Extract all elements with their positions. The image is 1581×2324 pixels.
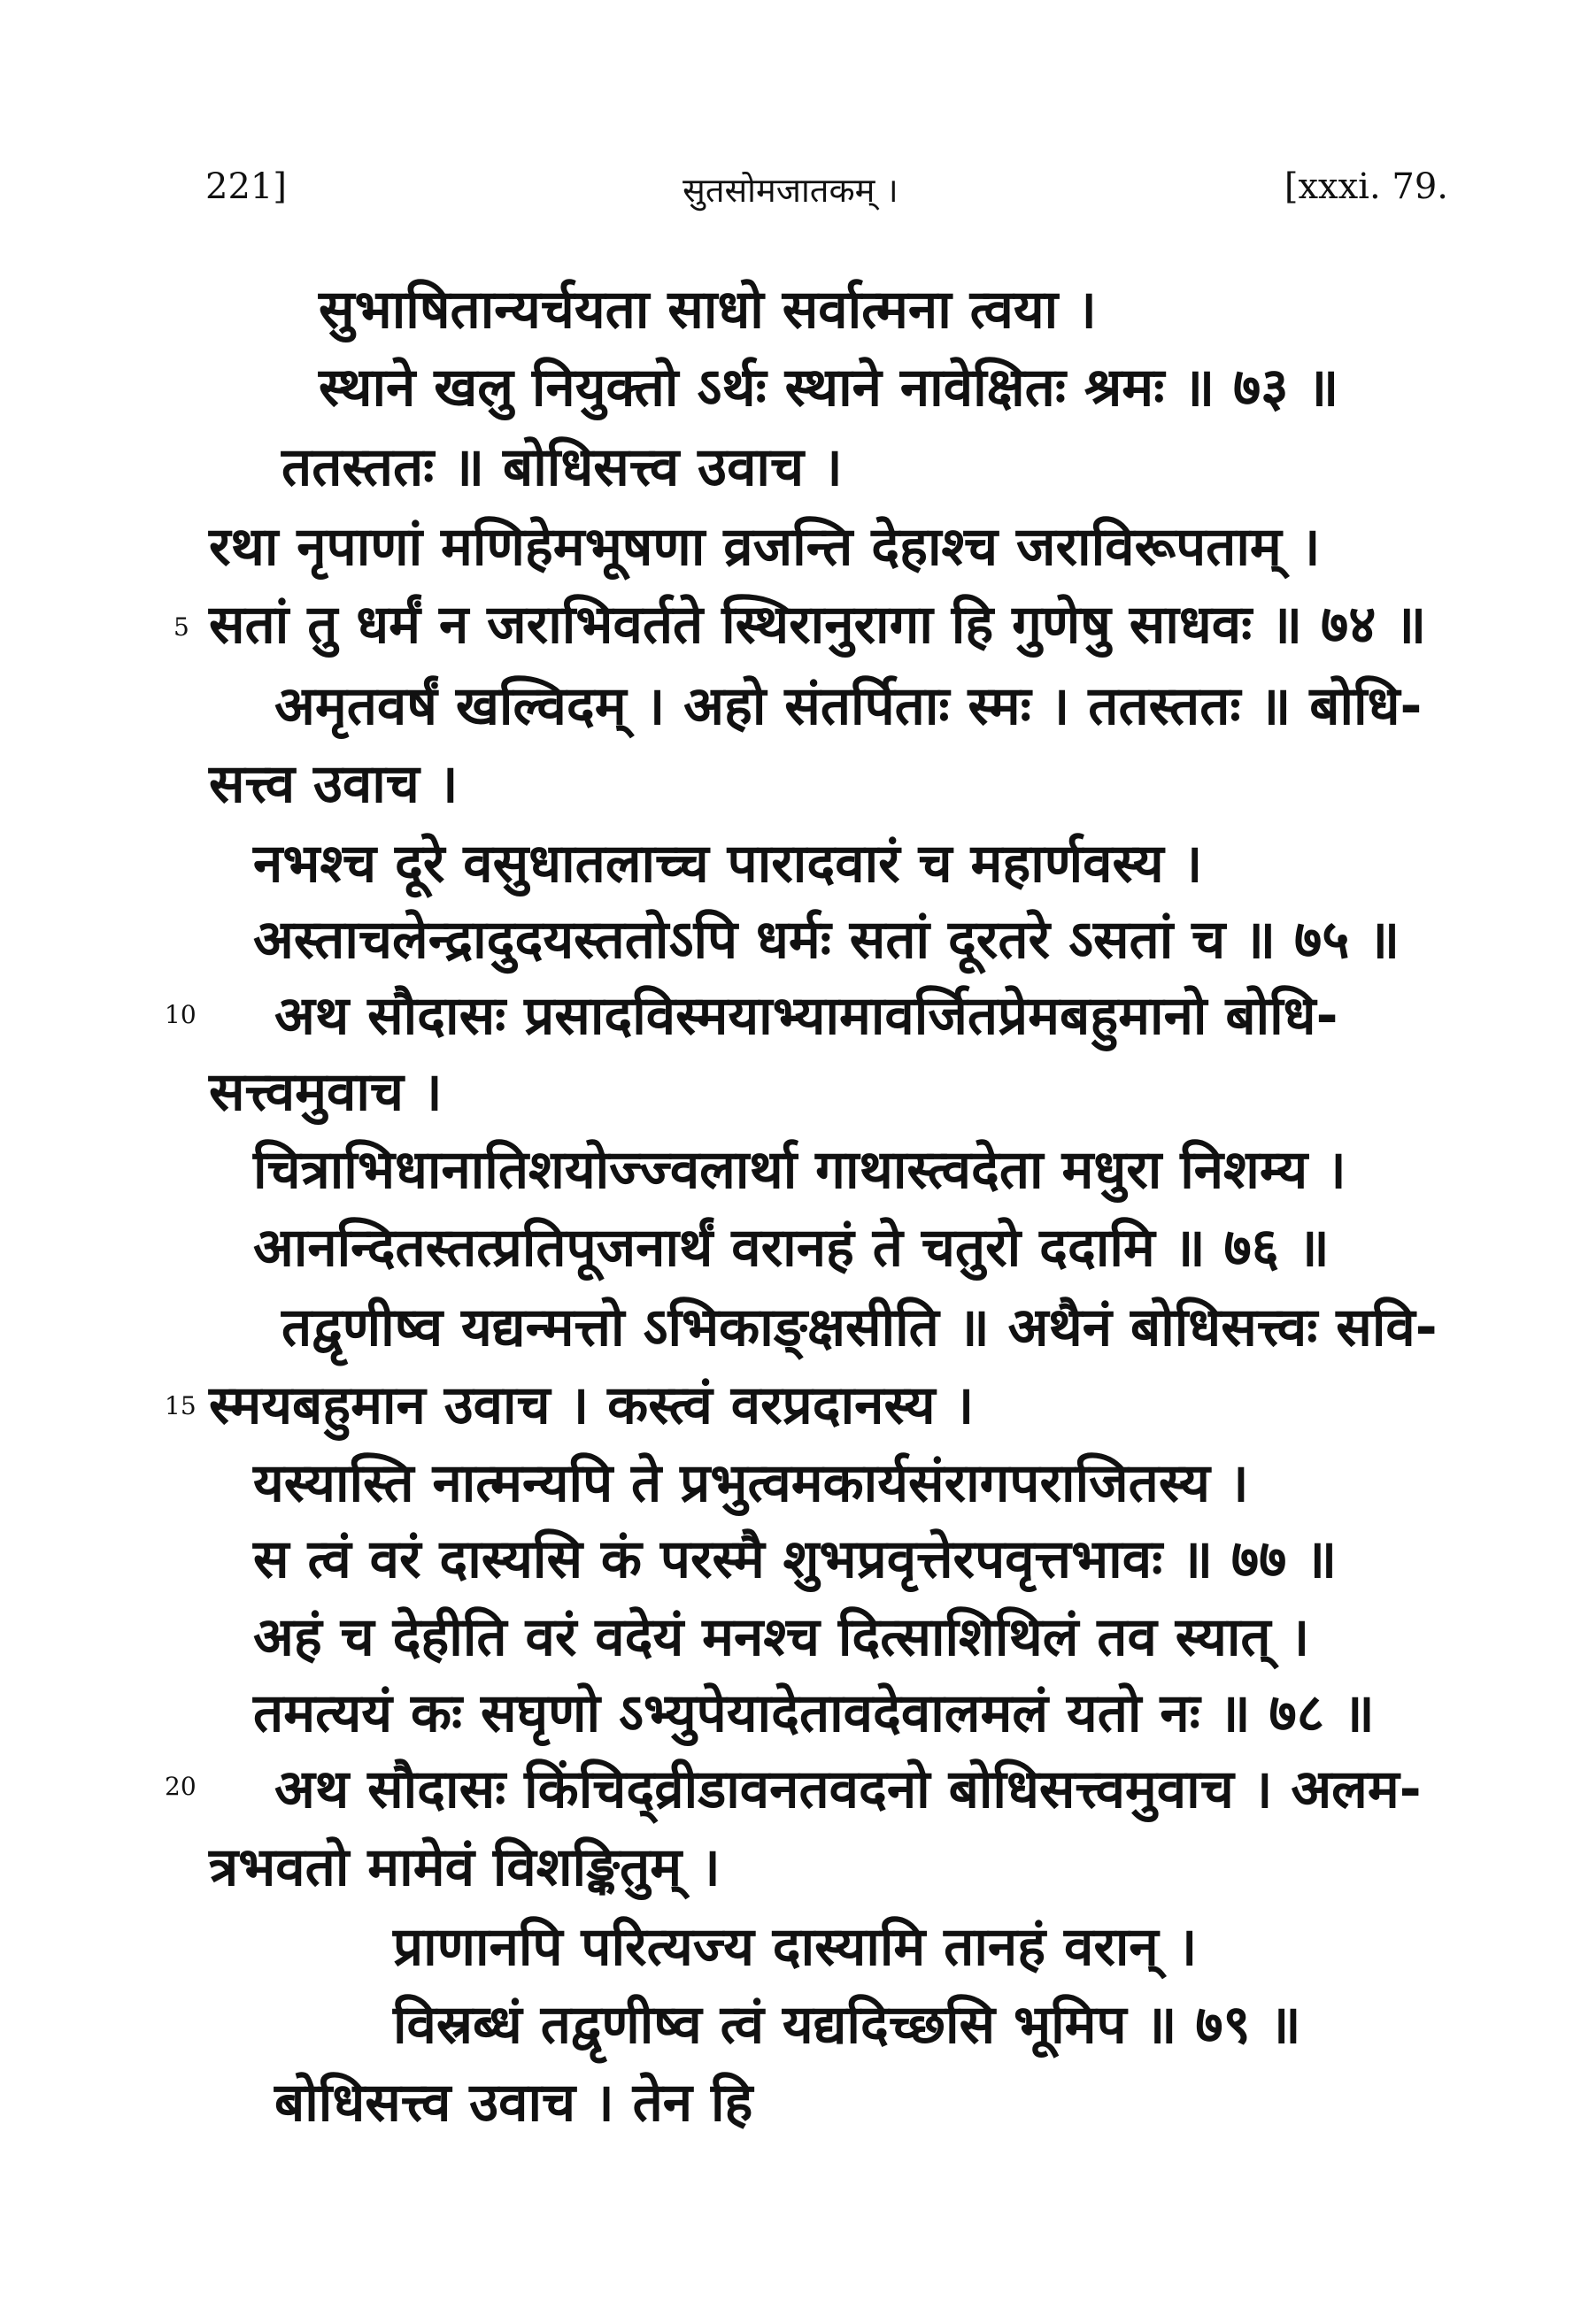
text-line: तद्वृणीष्व यद्यन्मत्तो ऽभिकाङ्क्षसीति ॥ अथैनं बोधिसत्त्वः सवि- xyxy=(281,1297,1438,1358)
text-line: अथ सौदासः प्रसादविस्मयाभ्यामावर्जितप्रेमबहुमानो बोधि- xyxy=(274,985,1338,1047)
text-line: अस्ताचलेन्द्रादुदयस्ततोऽपि धर्मः सतां दूरतरे ऽसतां च ॥ ७५ ॥ xyxy=(253,909,1400,971)
running-title: सुतसोमजातकम् । xyxy=(683,171,898,210)
line-number-10: 10 xyxy=(165,1000,197,1029)
text-line: सत्त्वमुवाच । xyxy=(209,1061,443,1123)
section-reference: [xxxi. 79. xyxy=(1284,166,1448,207)
text-line: रथा नृपाणां मणिहेमभूषणा व्रजन्ति देहाश्च जराविरूपताम् । xyxy=(209,516,1321,578)
line-number-20: 20 xyxy=(165,1772,197,1801)
text-line: सत्त्व उवाच । xyxy=(209,753,459,815)
page-number: 221] xyxy=(205,166,287,207)
text-line: बोधिसत्त्व उवाच । तेन हि xyxy=(274,2072,753,2134)
text-line: तमत्ययं कः सघृणो ऽभ्युपेयादेतावदेवालमलं यतो नः ॥ ७८ ॥ xyxy=(253,1682,1375,1744)
text-line: स्मयबहुमान उवाच । कस्त्वं वरप्रदानस्य । xyxy=(209,1374,975,1436)
line-number-15: 15 xyxy=(165,1391,197,1420)
text-line: विस्रब्धं तद्वृणीष्व त्वं यद्यदिच्छसि भूमिप ॥ ७९ ॥ xyxy=(393,1994,1301,2056)
text-line: यस्यास्ति नात्मन्यपि ते प्रभुत्वमकार्यसंरागपराजितस्य । xyxy=(253,1452,1249,1514)
text-line: अथ सौदासः किंचिद्व्रीडावनतवदनो बोधिसत्त्वमुवाच । अलम- xyxy=(274,1758,1422,1820)
text-line: स्थाने खलु नियुक्तो ऽर्थः स्थाने नावेक्षितः श्रमः ॥ ७३ ॥ xyxy=(319,357,1339,419)
text-line: नभश्च दूरे वसुधातलाच्च पारादवारं च महार्णवस्य । xyxy=(253,833,1203,895)
text-line: चित्राभिधानातिशयोज्ज्वलार्था गाथास्त्वदेता मधुरा निशम्य । xyxy=(253,1139,1346,1201)
text-line: प्राणानपि परित्यज्य दास्यामि तानहं वरान् । xyxy=(393,1916,1198,1978)
text-line: त्रभवतो मामेवं विशङ्कितुम् । xyxy=(209,1836,721,1898)
text-line: स त्वं वरं दास्यसि कं परस्मै शुभप्रवृत्तेरपवृत्तभावः ॥ ७७ ॥ xyxy=(253,1528,1338,1590)
text-line: सुभाषितान्यर्चयता साधो सर्वात्मना त्वया । xyxy=(319,279,1097,341)
text-line: आनन्दितस्तत्प्रतिपूजनार्थं वरानहं ते चतुरो ददामि ॥ ७६ ॥ xyxy=(253,1217,1330,1279)
text-line: ततस्ततः ॥ बोधिसत्त्व उवाच । xyxy=(281,436,843,498)
text-line: सतां तु धर्मं न जराभिवर्तते स्थिरानुरागा हि गुणेषु साधवः ॥ ७४ ॥ xyxy=(209,594,1427,656)
text-line: अमृतवर्षं खल्विदम् । अहो संतर्पिताः स्मः । ततस्ततः ॥ बोधि- xyxy=(274,675,1423,737)
line-number-5: 5 xyxy=(174,612,189,642)
text-line: अहं च देहीति वरं वदेयं मनश्च दित्साशिथिलं तव स्यात् । xyxy=(253,1606,1310,1668)
